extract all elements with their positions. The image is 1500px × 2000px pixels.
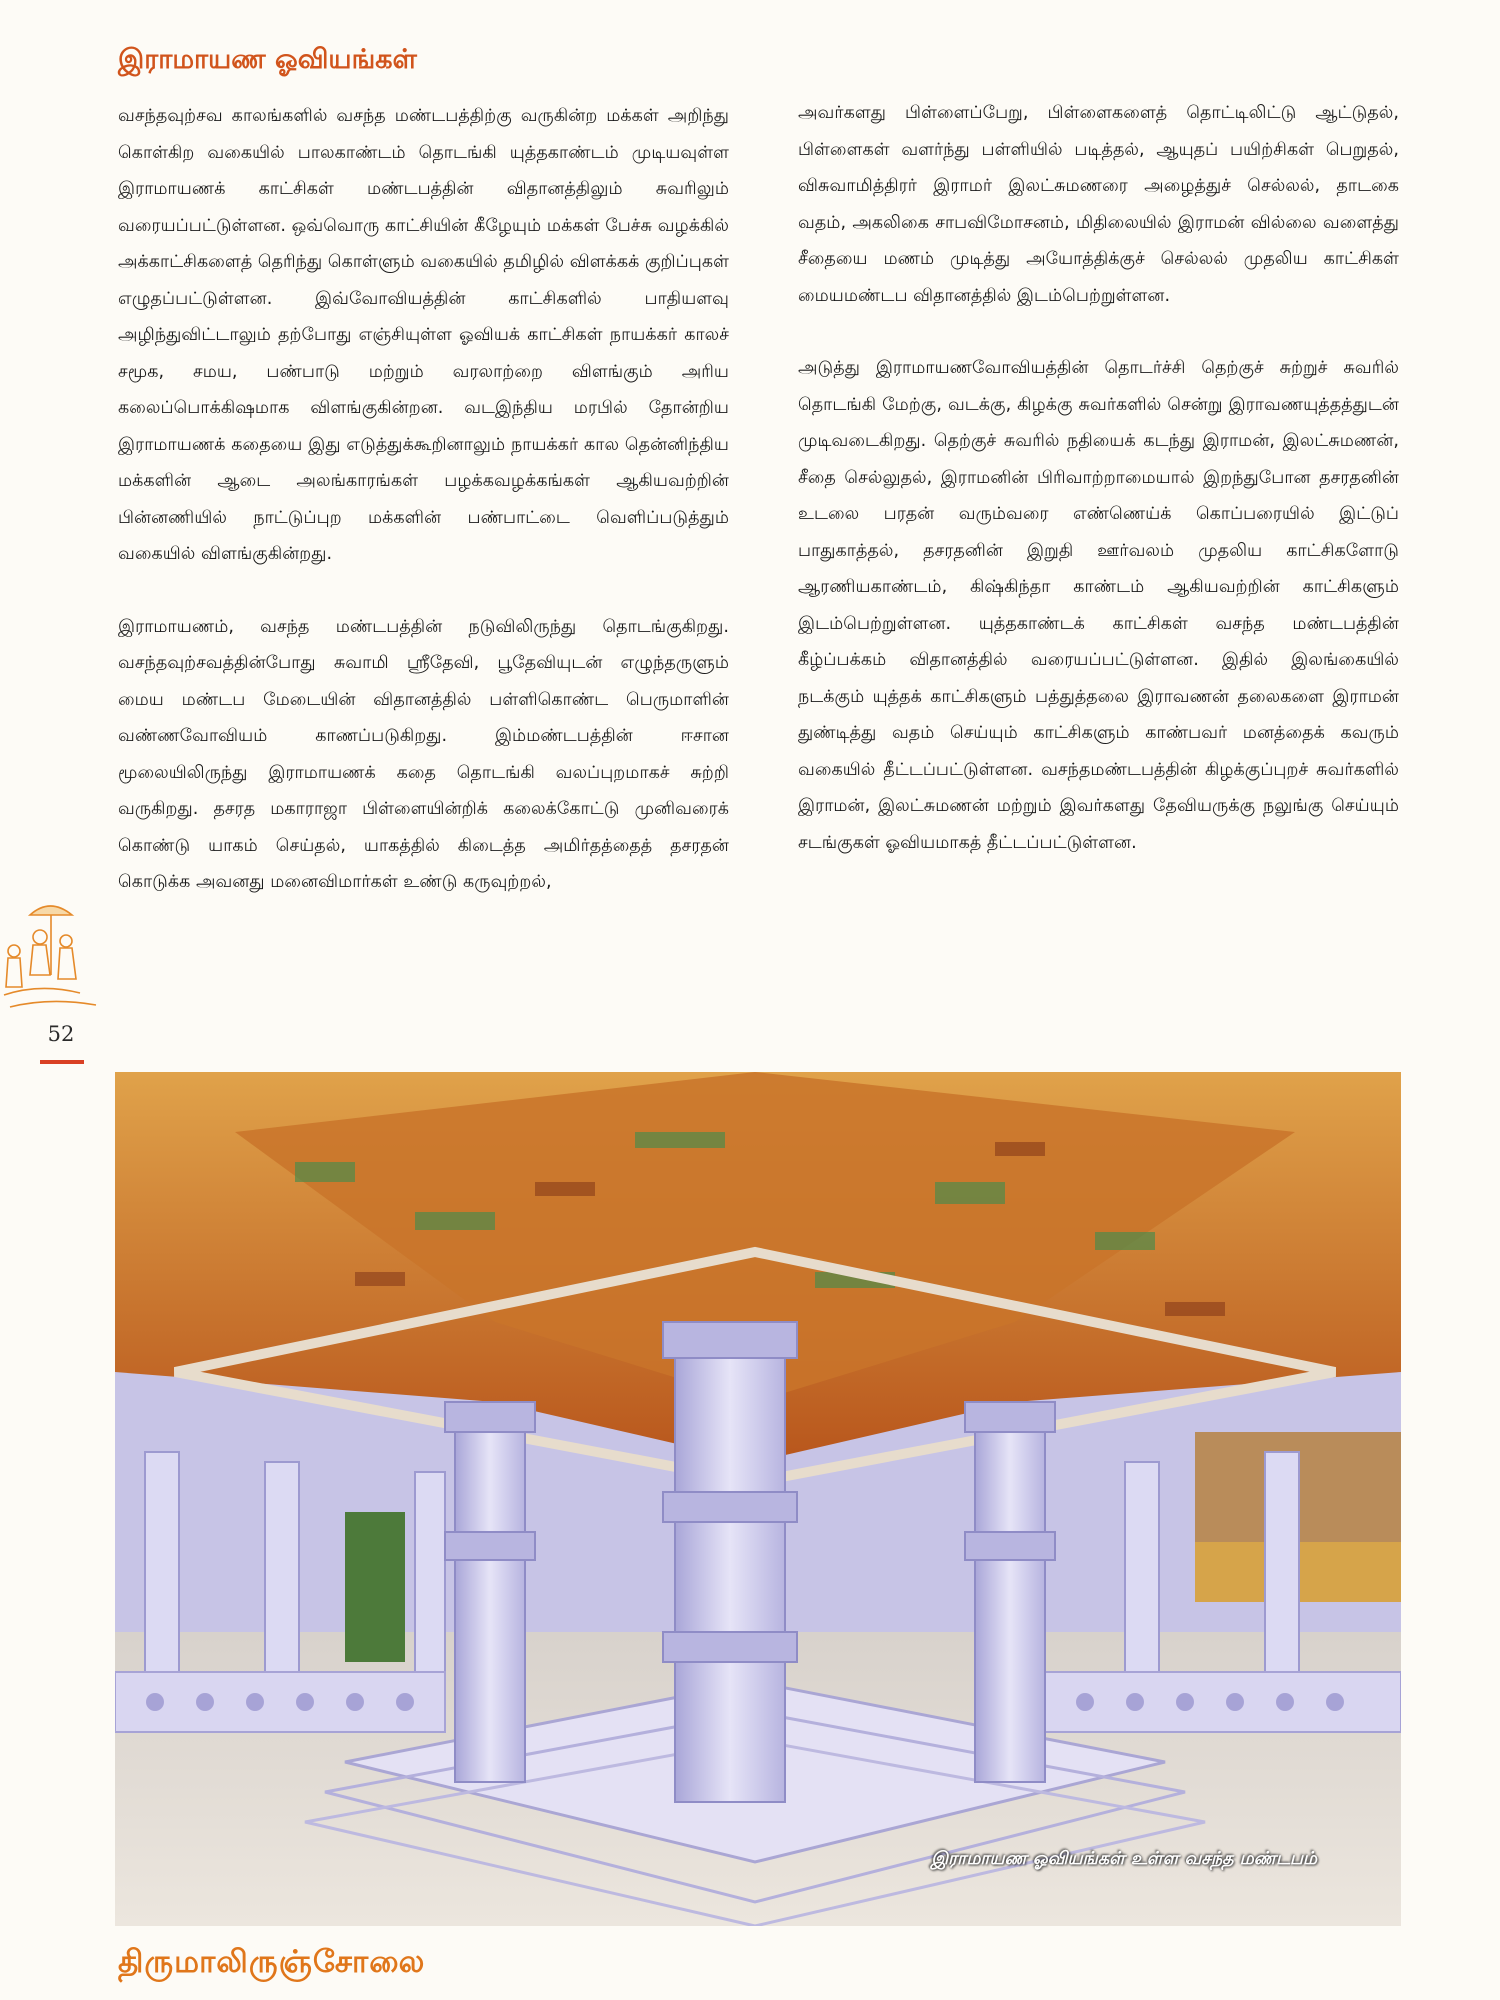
mandapam-photo-illustration bbox=[115, 1072, 1401, 1926]
left-paragraph-1: வசந்தவுற்சவ காலங்களில் வசந்த மண்டபத்திற்கு வருகின்ற மக்கள் அறிந்து கொள்கிற வகையில் பாலகாண்டம் தொடங்கி யுத்தகாண்டம் முடியவுள்ள இராமாயணக் காட்சிகள் மண்டபத்தின் விதானத்திலும் சுவரிலும் வரையப்பட்டுள்ளன. ஒவ்வொரு காட்சியின் கீழேயும் மக்கள் பேச்சு வழக்கில் அக்காட்சிகளைத் தெரிந்து கொள்ளும் வகையில் தமிழில் விளக்கக் குறிப்புகள் எழுதப்பட்டுள்ளன. இவ்வோவியத்தின் காட்சிகளில் பாதியளவு அழிந்துவிட்டாலும் தற்போது எஞ்சியுள்ள ஓவியக் காட்சிகள் நாயக்கர் காலச் சமூக, சமய, பண்பாடு மற்றும் வரலாற்றை விளங்கும் அரிய கலைப்பொக்கிஷமாக விளங்குகின்றன. வடஇந்திய மரபில் தோன்றிய இராமாயணக் கதையை இது எடுத்துக்கூறினாலும் நாயக்கர் கால தென்னிந்திய மக்களின் ஆடை அலங்காரங்கள் பழக்கவழக்கங்கள் ஆகியவற்றின் பின்னணியில் நாட்டுப்புற மக்களின் பண்பாட்டை வெளிப்படுத்தும் வகையில் விளங்குகின்றது. bbox=[118, 106, 729, 564]
right-column bbox=[798, 95, 1399, 897]
right-paragraph-2: அடுத்து இராமாயணவோவியத்தின் தொடர்ச்சி தெற்குச் சுற்றுச் சுவரில் தொடங்கி மேற்கு, வடக்கு, கிழக்கு சுவர்களில் சென்று இராவணயுத்தத்துடன் முடிவடைகிறது. தெற்குச் சுவரில் நதியைக் கடந்து இராமன், இலட்சுமணன், சீதை செல்லுதல், இராமனின் பிரிவாற்றாமையால் இறந்துபோன தசரதனின் உடலை பரதன் வரும்வரை எண்ணெய்க் கொப்பரையில் இட்டுப் பாதுகாத்தல், தசரதனின் இறுதி ஊர்வலம் முதலிய காட்சிகளோடு ஆரணியகாண்டம், கிஷ்கிந்தா காண்டம் ஆகியவற்றின் காட்சிகளும் இடம்பெற்றுள்ளன. யுத்தகாண்டக் காட்சிகள் வசந்த மண்டபத்தின் கீழ்ப்பக்கம் விதானத்தில் வரையப்பட்டுள்ளன. இதில் இலங்கையில் நடக்கும் யுத்தக் காட்சிகளும் பத்துத்தலை இராவணன் தலைகளை இராமன் துண்டித்து வதம் செய்யும் காட்சிகளும் காண்பவர் மனத்தைக் கவரும் வகையில் தீட்டப்பட்டுள்ளன. வசந்தமண்டபத்தின் கிழக்குப்புறச் சுவர்களில் இராமன், இலட்சுமணன் மற்றும் இவர்களது தேவியருக்கு நலுங்கு செய்யும் சடங்குகள் ஓவியமாகத் தீட்டப்பட்டுள்ளன. bbox=[798, 358, 1399, 853]
magazine-footer-title: திருமாலிருஞ்சோலை bbox=[118, 1944, 426, 1980]
mandapam-photo bbox=[115, 1072, 1401, 1926]
right-paragraph-1: அவர்களது பிள்ளைப்பேறு, பிள்ளைகளைத் தொட்டிலிட்டு ஆட்டுதல், பிள்ளைகள் வளர்ந்து பள்ளியில் படித்தல், ஆயுதப் பயிற்சிகள் பெறுதல், விசுவாமித்திரர் இராமர் இலட்சுமணரை அழைத்துச் செல்லல், தாடகை வதம், அகலிகை சாபவிமோசனம், மிதிலையில் இராமன் வில்லை வளைத்து சீதையை மணம் முடித்து அயோத்திக்குச் செல்லல் முதலிய காட்சிகள் மையமண்டப விதானத்தில் இடம்பெற்றுள்ளன. bbox=[798, 103, 1399, 306]
page-number-underline bbox=[40, 1060, 84, 1064]
page-number: 52 bbox=[47, 1022, 75, 1046]
photo-caption: இராமாயண ஓவியங்கள் உள்ள வசந்த மண்டபம் bbox=[931, 1849, 1317, 1869]
section-title: இராமாயண ஓவியங்கள் bbox=[118, 44, 417, 75]
left-column bbox=[118, 98, 729, 937]
left-paragraph-2: இராமாயணம், வசந்த மண்டபத்தின் நடுவிலிருந்து தொடங்குகிறது. வசந்தவுற்சவத்தின்போது சுவாமி ஸ்ரீதேவி, பூதேவியுடன் எழுந்தருளும் மைய மண்டப மேடையின் விதானத்தில் பள்ளிகொண்ட பெருமாளின் வண்ணவோவியம் காணப்படுகிறது. இம்மண்டபத்தின் ஈசான மூலையிலிருந்து இராமாயணக் கதை தொடங்கி வலப்புறமாகச் சுற்றி வருகிறது. தசரத மகாராஜா பிள்ளையின்றிக் கலைக்கோட்டு முனிவரைக் கொண்டு யாகம் செய்தல், யாகத்தில் கிடைத்த அமிர்தத்தைத் தசரதன் கொடுக்க அவனது மனைவிமார்கள் உண்டு கருவுற்றல், bbox=[118, 616, 729, 892]
procession-sketch-illustration bbox=[0, 875, 120, 1025]
